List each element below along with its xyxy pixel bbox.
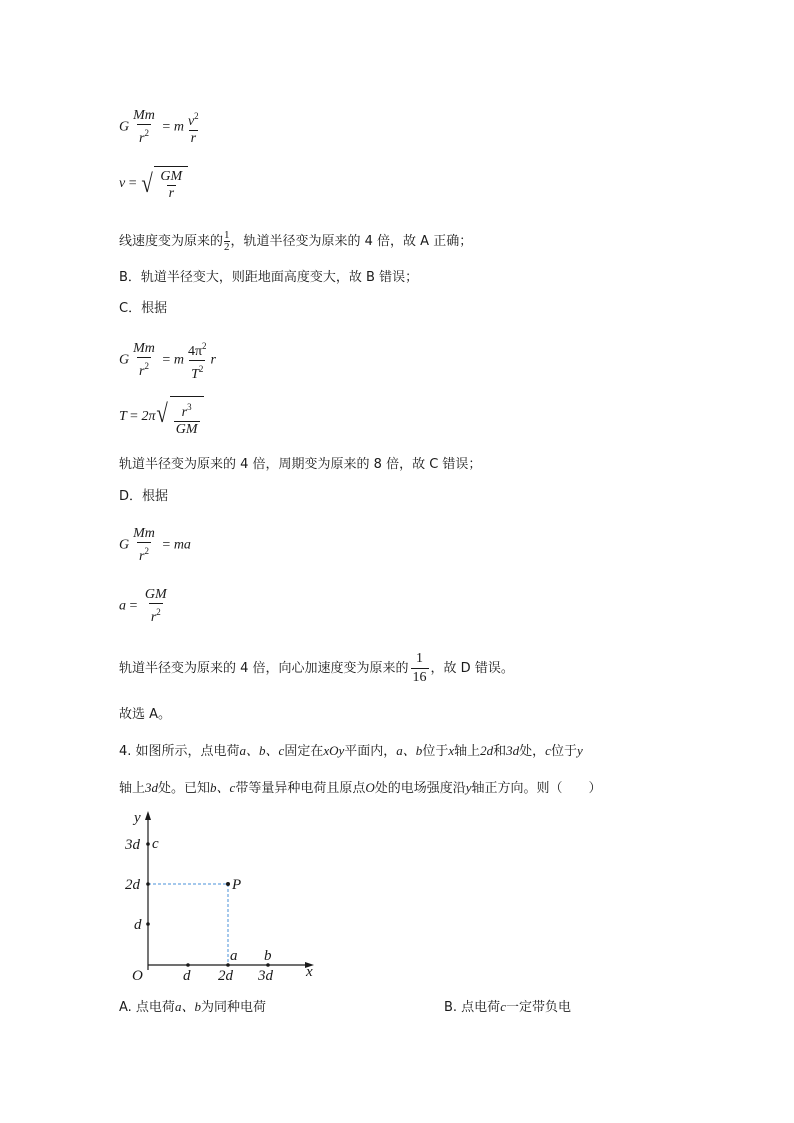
fraction: [131, 526, 157, 565]
var: a、b: [174, 999, 201, 1014]
fraction: [158, 169, 184, 202]
equation-gravity-period: [119, 338, 216, 383]
denominator: [149, 603, 163, 626]
equation-acceleration: [119, 587, 171, 626]
denominator: [137, 357, 151, 380]
denominator-base: r: [139, 131, 145, 146]
denominator: 16: [412, 670, 427, 685]
square-root: [140, 166, 188, 202]
label-c: c: [152, 836, 159, 852]
square-root: [155, 396, 203, 438]
x-tick-d: d: [183, 968, 191, 983]
text: ，轨道半径变为原来的 4 倍，故 A 正确；: [230, 234, 473, 249]
numerator: [180, 399, 194, 421]
var: b、c: [210, 780, 236, 795]
coefficient: 2π: [141, 409, 156, 425]
y-tick-2d: 2d: [125, 877, 140, 893]
var: a、b、c: [239, 743, 285, 758]
equals-sign: =: [162, 537, 171, 553]
point-d-x: [186, 963, 190, 967]
equals-sign: =: [130, 409, 138, 425]
eq-symbol: m: [173, 119, 184, 135]
denominator: GM: [175, 422, 198, 437]
denominator-base: r: [150, 610, 157, 625]
radical-sign: √: [141, 169, 153, 198]
denominator: r: [168, 186, 175, 201]
text: A. 点电荷: [119, 1000, 175, 1015]
text: 轴上: [119, 781, 146, 796]
fraction: [224, 230, 230, 253]
denominator: r: [190, 131, 197, 146]
question-4-line-2: [119, 778, 602, 799]
coordinate-diagram: [118, 808, 328, 983]
text: 轴正方向。则（ ）: [471, 781, 602, 796]
y-axis-arrow: [145, 811, 151, 820]
fraction: [131, 341, 157, 380]
text: 处。已知: [158, 781, 211, 796]
text: ，故 D 错误。: [430, 661, 514, 676]
point-P: [226, 882, 230, 886]
text-line-c: C．根据: [119, 301, 168, 316]
text: 固定在: [284, 744, 324, 759]
text-line-d2: [119, 650, 514, 687]
point-c: [146, 842, 150, 846]
label-b: b: [264, 948, 272, 964]
numerator: GM: [144, 587, 167, 602]
var: y: [576, 743, 583, 758]
var: 2d: [480, 743, 494, 758]
equals-sign: =: [129, 598, 138, 614]
equation-velocity: [119, 166, 188, 202]
denominator: [137, 124, 151, 147]
numerator-base: r: [181, 405, 188, 420]
exponent: 2: [198, 364, 204, 374]
text-line-c2: 轨道半径变为原来的 4 倍，周期变为原来的 8 倍，故 C 错误；: [119, 457, 482, 472]
equals-sign: =: [162, 119, 171, 135]
text: 轨道半径变为原来的 4 倍，向心加速度变为原来的: [119, 661, 409, 676]
exponent: 2: [144, 361, 149, 371]
point-d-y: [146, 922, 150, 926]
equals-sign: =: [128, 176, 137, 192]
eq-symbol: a: [119, 598, 126, 614]
var: y: [465, 780, 472, 795]
text-line-d: D．根据: [119, 489, 169, 504]
numerator-base: v: [187, 114, 195, 129]
eq-symbol: G: [119, 537, 130, 553]
fraction: [186, 338, 209, 383]
text: 平面内，: [344, 744, 397, 759]
origin-label: O: [132, 968, 143, 983]
label-a: a: [230, 948, 238, 964]
exponent: 2: [144, 546, 149, 556]
eq-symbol: G: [119, 352, 130, 368]
text-line-b: B．轨道半径变大，则距地面高度变大，故 B 错误；: [119, 270, 419, 285]
var: xOy: [323, 743, 345, 758]
x-tick-2d: 2d: [218, 968, 233, 983]
eq-symbol: G: [119, 119, 130, 135]
text: 为同种电荷: [200, 1000, 266, 1015]
y-tick-d: d: [134, 917, 142, 933]
text: 位于: [550, 744, 577, 759]
numerator: Mm: [133, 526, 155, 541]
var: c: [500, 999, 506, 1014]
radical-sign: √: [156, 399, 169, 428]
eq-symbol: ma: [173, 537, 191, 553]
equation-gravity-acceleration: [119, 526, 191, 565]
denominator: 2: [224, 241, 230, 253]
numerator: 1: [224, 229, 230, 241]
radicand: [154, 166, 188, 202]
text: 带等量异种电荷且原点: [235, 781, 366, 796]
text-line-a: [119, 230, 472, 253]
text: 处的电场强度沿: [374, 781, 466, 796]
numerator: 1: [416, 651, 424, 666]
denominator: [189, 360, 205, 383]
label-P: P: [232, 877, 242, 893]
denominator-base: r: [139, 549, 145, 564]
equals-sign: =: [162, 352, 171, 368]
numerator-base: 4π: [187, 344, 203, 359]
fraction: [186, 108, 201, 147]
text: 处，: [519, 744, 546, 759]
exponent: 2: [144, 128, 149, 138]
numerator: Mm: [133, 341, 155, 356]
var: 3d: [145, 780, 159, 795]
fraction: [411, 650, 429, 687]
text: B. 点电荷: [444, 1000, 501, 1015]
denominator-base: T: [191, 367, 199, 382]
denominator-base: r: [139, 364, 145, 379]
equation-period: [119, 396, 204, 438]
fraction: [174, 399, 200, 438]
exponent: 3: [187, 402, 192, 412]
fraction: [131, 108, 157, 147]
option-a[interactable]: [119, 997, 266, 1018]
text: 和: [493, 744, 507, 759]
var: O: [365, 780, 375, 795]
radicand: [170, 396, 204, 438]
eq-symbol: T: [119, 409, 127, 425]
var: x: [448, 743, 455, 758]
eq-symbol: r: [210, 352, 216, 368]
text: 轴上: [454, 744, 481, 759]
exponent: 2: [202, 341, 207, 351]
text: 线速度变为原来的: [119, 234, 224, 249]
text: 4. 如图所示，点电荷: [119, 744, 240, 759]
y-axis-label: y: [134, 810, 141, 826]
eq-symbol: v: [119, 176, 126, 192]
point-2d-y: [146, 882, 150, 886]
question-4-line-1: [119, 741, 583, 762]
text: 一定带负电: [505, 1000, 571, 1015]
var: 3d: [506, 743, 520, 758]
text: 位于: [422, 744, 449, 759]
numerator: Mm: [133, 108, 155, 123]
exponent: 2: [194, 111, 199, 121]
exponent: 2: [156, 607, 161, 617]
x-axis-label: x: [306, 964, 313, 980]
fraction: [143, 587, 169, 626]
numerator: [186, 108, 201, 130]
var: a、b: [396, 743, 423, 758]
option-b[interactable]: [444, 997, 571, 1018]
x-tick-3d: 3d: [258, 968, 273, 983]
eq-symbol: m: [173, 352, 184, 368]
var: c: [545, 743, 551, 758]
y-tick-3d: 3d: [125, 837, 140, 853]
answer-line: 故选 A。: [119, 707, 172, 722]
numerator: GM: [160, 169, 183, 184]
numerator: [186, 338, 209, 360]
equation-gravity-velocity: [119, 108, 203, 147]
denominator: [137, 542, 151, 565]
